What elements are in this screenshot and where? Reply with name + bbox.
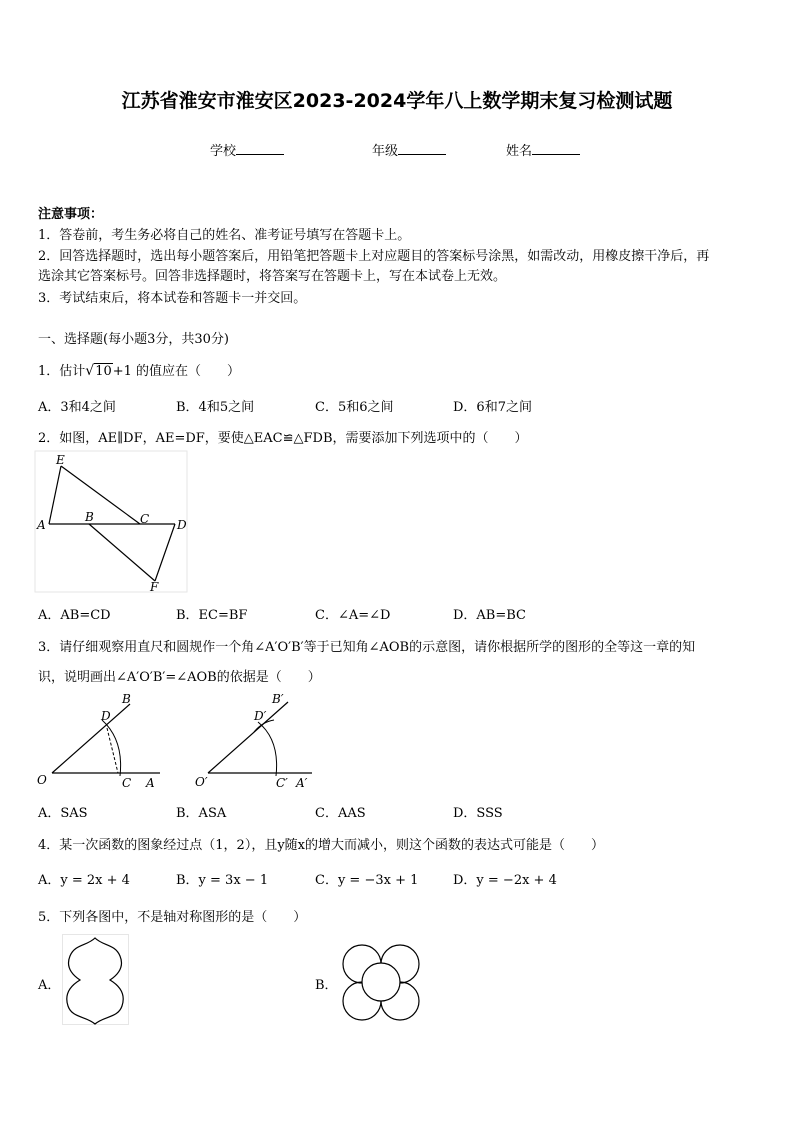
grade-blank [398,142,446,155]
q2-option-b: B．EC=BF [176,608,248,623]
school-blank [236,142,284,155]
q3-figure-right [192,690,322,794]
label-c: C [122,776,132,790]
grade-field [372,140,446,159]
q3-option-b: B．ASA [176,806,227,821]
page-title: 江苏省淮安市淮安区2023-2024学年八上数学期末复习检测试题 [121,90,673,112]
q1-option-d: D．6和7之间 [453,400,532,415]
name-field [506,140,580,159]
question-5-stem: 5．下列各图中，不是轴对称图形的是（ ） [38,910,307,925]
q3-option-a: A．SAS [38,806,88,821]
line-ae [49,466,61,524]
name-label: 姓名 [506,144,533,159]
notice-item-2: 2．回答选择题时，选出每小题答案后，用铅笔把答题卡上对应题目的答案标号涂黑，如需改动，用橡皮擦干净后，再 [38,249,710,264]
notice-item-3: 3．考试结束后，将本试卷和答题卡一并交回。 [38,291,307,306]
sqrt-sign: √ [85,363,95,379]
label-o-prime: O′ [195,775,208,789]
label-a-prime: A′ [296,776,308,790]
q4-option-c: C．y = −3x + 1 [315,873,419,888]
q1-option-a: A．3和4之间 [38,400,116,415]
section-heading: 一、选择题(每小题3分，共30分) [38,332,229,347]
q3-option-d: D．SSS [453,806,503,821]
name-blank [532,142,580,155]
label-f: F [150,580,159,594]
label-a: A [37,518,46,532]
q2-figure [34,450,190,595]
question-3-stem-line1: 3．请仔细观察用直尺和圆规作一个角∠A′O′B′等于已知角∠AOB的示意图，请你根据所学的图形的全等这一章的知 [38,640,696,655]
line-bf [89,524,155,581]
q1-option-b: B．4和5之间 [176,400,255,415]
q1-option-c: C．5和6之间 [315,400,394,415]
dashed-dc [107,728,118,773]
arc-c-prime [258,722,277,776]
notice-item-1: 1．答卷前，考生务必将自己的姓名、准考证号填写在答题卡上。 [38,228,411,243]
figure-frame [35,451,187,592]
q4-option-d: D．y = −2x + 4 [453,873,557,888]
label-b: B [122,692,131,706]
q4-option-b: B．y = 3x − 1 [176,873,269,888]
ray-o-prime-b-prime [208,702,288,773]
line-ec [61,466,140,524]
q1-suffix: +1 的值应在（ ） [112,364,241,379]
label-d-prime: D′ [254,709,267,723]
question-4-stem: 4．某一次函数的图象经过点（1，2），且y随x的增大而减小，则这个函数的表达式可能是（ ） [38,838,604,853]
q5-option-a: A． [38,978,61,993]
label-d: D [177,518,187,532]
label-c-prime: C′ [276,776,288,790]
label-b-prime: B′ [272,692,284,706]
label-e: E [56,453,65,467]
q2-option-c: C．∠A=∠D [315,608,391,623]
q2-option-d: D．AB=BC [453,608,526,623]
label-b: B [85,510,94,524]
q3-figure-left [34,690,164,794]
q3-option-c: C．AAS [315,806,366,821]
school-label: 学校 [210,144,237,159]
q5-figure-b [340,940,422,1024]
ray-ob [52,704,130,773]
notice-item-2-cont: 选涂其它答案标号。回答非选择题时，将答案写在答题卡上，写在本试卷上无效。 [38,269,507,284]
q5-option-b: B． [315,978,338,993]
gourd-shape [67,938,124,1024]
question-2-stem: 2．如图，AE∥DF，AE=DF，要使△EAC≌△FDB，需要添加下列选项中的（ ） [38,431,528,446]
q5-figure-a [62,934,130,1026]
question-3-stem-line2: 识，说明画出∠A′O′B′=∠AOB的依据是（ ） [38,670,321,685]
question-1-stem [38,360,240,379]
q1-radicand: 10 [95,364,112,379]
label-a: A [146,776,155,790]
arc-cd [102,720,121,776]
label-c: C [140,512,150,526]
q2-option-a: A．AB=CD [38,608,111,623]
notice-heading: 注意事项： [38,207,104,222]
q1-prefix: 1．估计 [38,364,86,379]
label-o: O [37,773,47,787]
school-field [210,140,284,159]
label-d: D [101,709,111,723]
grade-label: 年级 [372,144,399,159]
q4-option-a: A．y = 2x + 4 [38,873,130,888]
center-circle [362,963,400,1001]
line-df [155,524,175,581]
